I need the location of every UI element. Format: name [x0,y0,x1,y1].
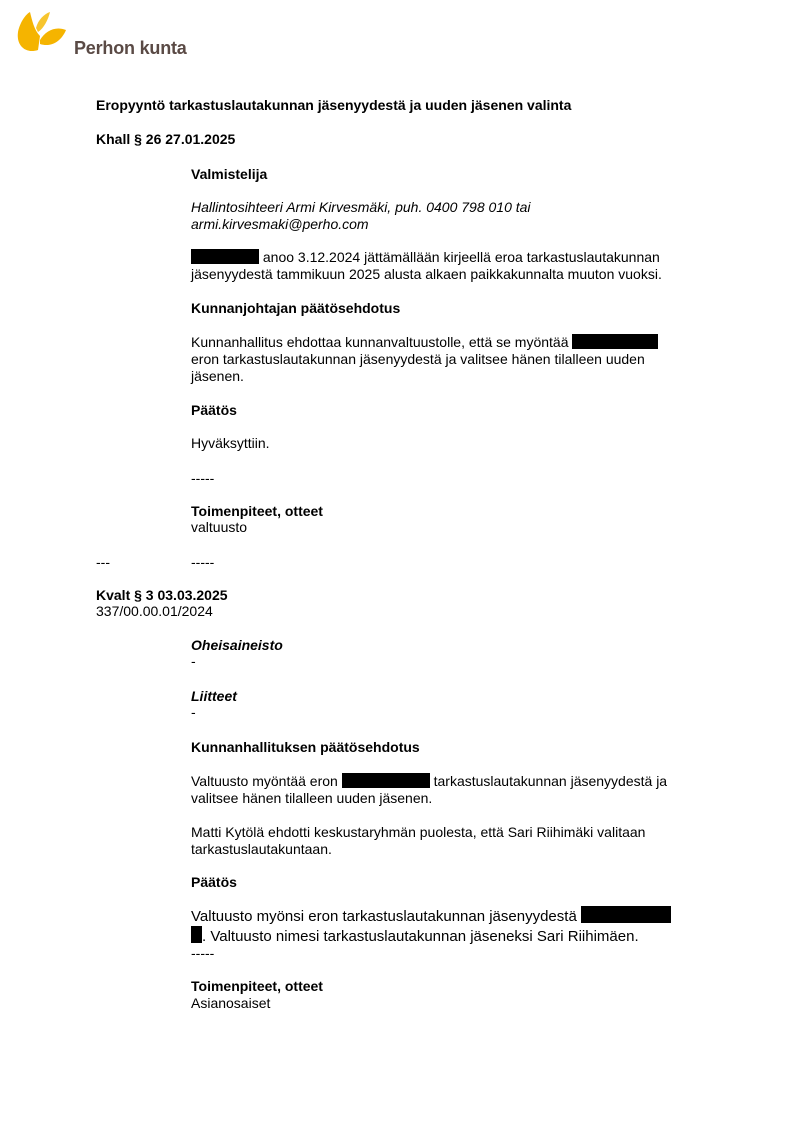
material-label: Oheisaineisto [191,637,283,653]
butterfly-icon [16,10,68,58]
section-divider-right: ----- [191,554,215,570]
khall-proposal-text1: Kunnanhallitus ehdottaa kunnanvaltuustolle, että se myöntää [191,334,573,350]
kvalt-decision-label: Päätös [191,874,237,890]
kvalt-record-number: 337/00.00.01/2024 [96,603,213,619]
attachments-label: Liitteet [191,688,237,704]
valmistelija-label: Valmistelija [191,166,268,182]
kvalt-actions-label: Toimenpiteet, otteet [191,978,323,994]
nomination-line2: tarkastuslautakuntaan. [191,841,332,857]
kvalt-separator: ----- [191,945,215,961]
perhon-kunta-logo [16,10,186,60]
kvalt-proposal-label: Kunnanhallituksen päätösehdotus [191,739,420,755]
kvalt-decision-line1 [191,906,671,927]
khall-proposal-line1 [191,334,658,351]
khall-proposal-line2: eron tarkastuslautakunnan jäsenyydestä ja valitsee hänen tilalleen uuden [191,351,645,367]
valmistelija-email: armi.kirvesmaki@perho.com [191,216,369,232]
khall-decision-label: Päätös [191,402,237,418]
kvalt-decision-text1: Valtuusto myönsi eron tarkastuslautakunnan jäsenyydestä [191,908,581,925]
kvalt-proposal-line1 [191,773,667,790]
khall-body-line1 [191,249,660,266]
kvalt-actions-text: Asianosaiset [191,995,271,1011]
khall-heading: Khall § 26 27.01.2025 [96,131,236,147]
redaction-block [191,249,259,264]
logo-text: Perhon kunta [74,38,187,58]
redaction-block [342,773,430,788]
kvalt-proposal-text1a: Valtuusto myöntää eron [191,773,342,789]
khall-proposal-line3: jäsenen. [191,368,244,384]
attachments-value: - [191,704,196,720]
document-title: Eropyyntö tarkastuslautakunnan jäsenyydestä ja uuden jäsenen valinta [96,97,572,113]
kvalt-decision-line2 [191,926,639,947]
section-divider-left: --- [96,554,110,570]
khall-separator: ----- [191,470,215,486]
material-value: - [191,653,196,669]
redaction-block [581,906,671,923]
khall-decision-text: Hyväksyttiin. [191,435,270,451]
khall-actions-text: valtuusto [191,519,248,535]
nomination-line1: Matti Kytölä ehdotti keskustaryhmän puolesta, että Sari Riihimäki valitaan [191,824,646,840]
kvalt-proposal-line2: valitsee hänen tilalleen uuden jäsenen. [191,790,433,806]
khall-body-line2: jäsenyydestä tammikuun 2025 alusta alkaen paikkakunnalta muuton vuoksi. [191,266,662,282]
kvalt-heading: Kvalt § 3 03.03.2025 [96,587,228,603]
khall-body-text1: anoo 3.12.2024 jättämällään kirjeellä eroa tarkastuslautakunnan [259,249,660,265]
kvalt-proposal-text1b: tarkastuslautakunnan jäsenyydestä ja [429,773,668,789]
redaction-block [191,926,202,943]
khall-proposal-label: Kunnanjohtajan päätösehdotus [191,300,401,316]
valmistelija-line1: Hallintosihteeri Armi Kirvesmäki, puh. 0400 798 010 tai [191,199,531,215]
kvalt-decision-text2: . Valtuusto nimesi tarkastuslautakunnan jäseneksi Sari Riihimäen. [202,928,639,945]
redaction-block [572,334,658,349]
khall-actions-label: Toimenpiteet, otteet [191,503,323,519]
